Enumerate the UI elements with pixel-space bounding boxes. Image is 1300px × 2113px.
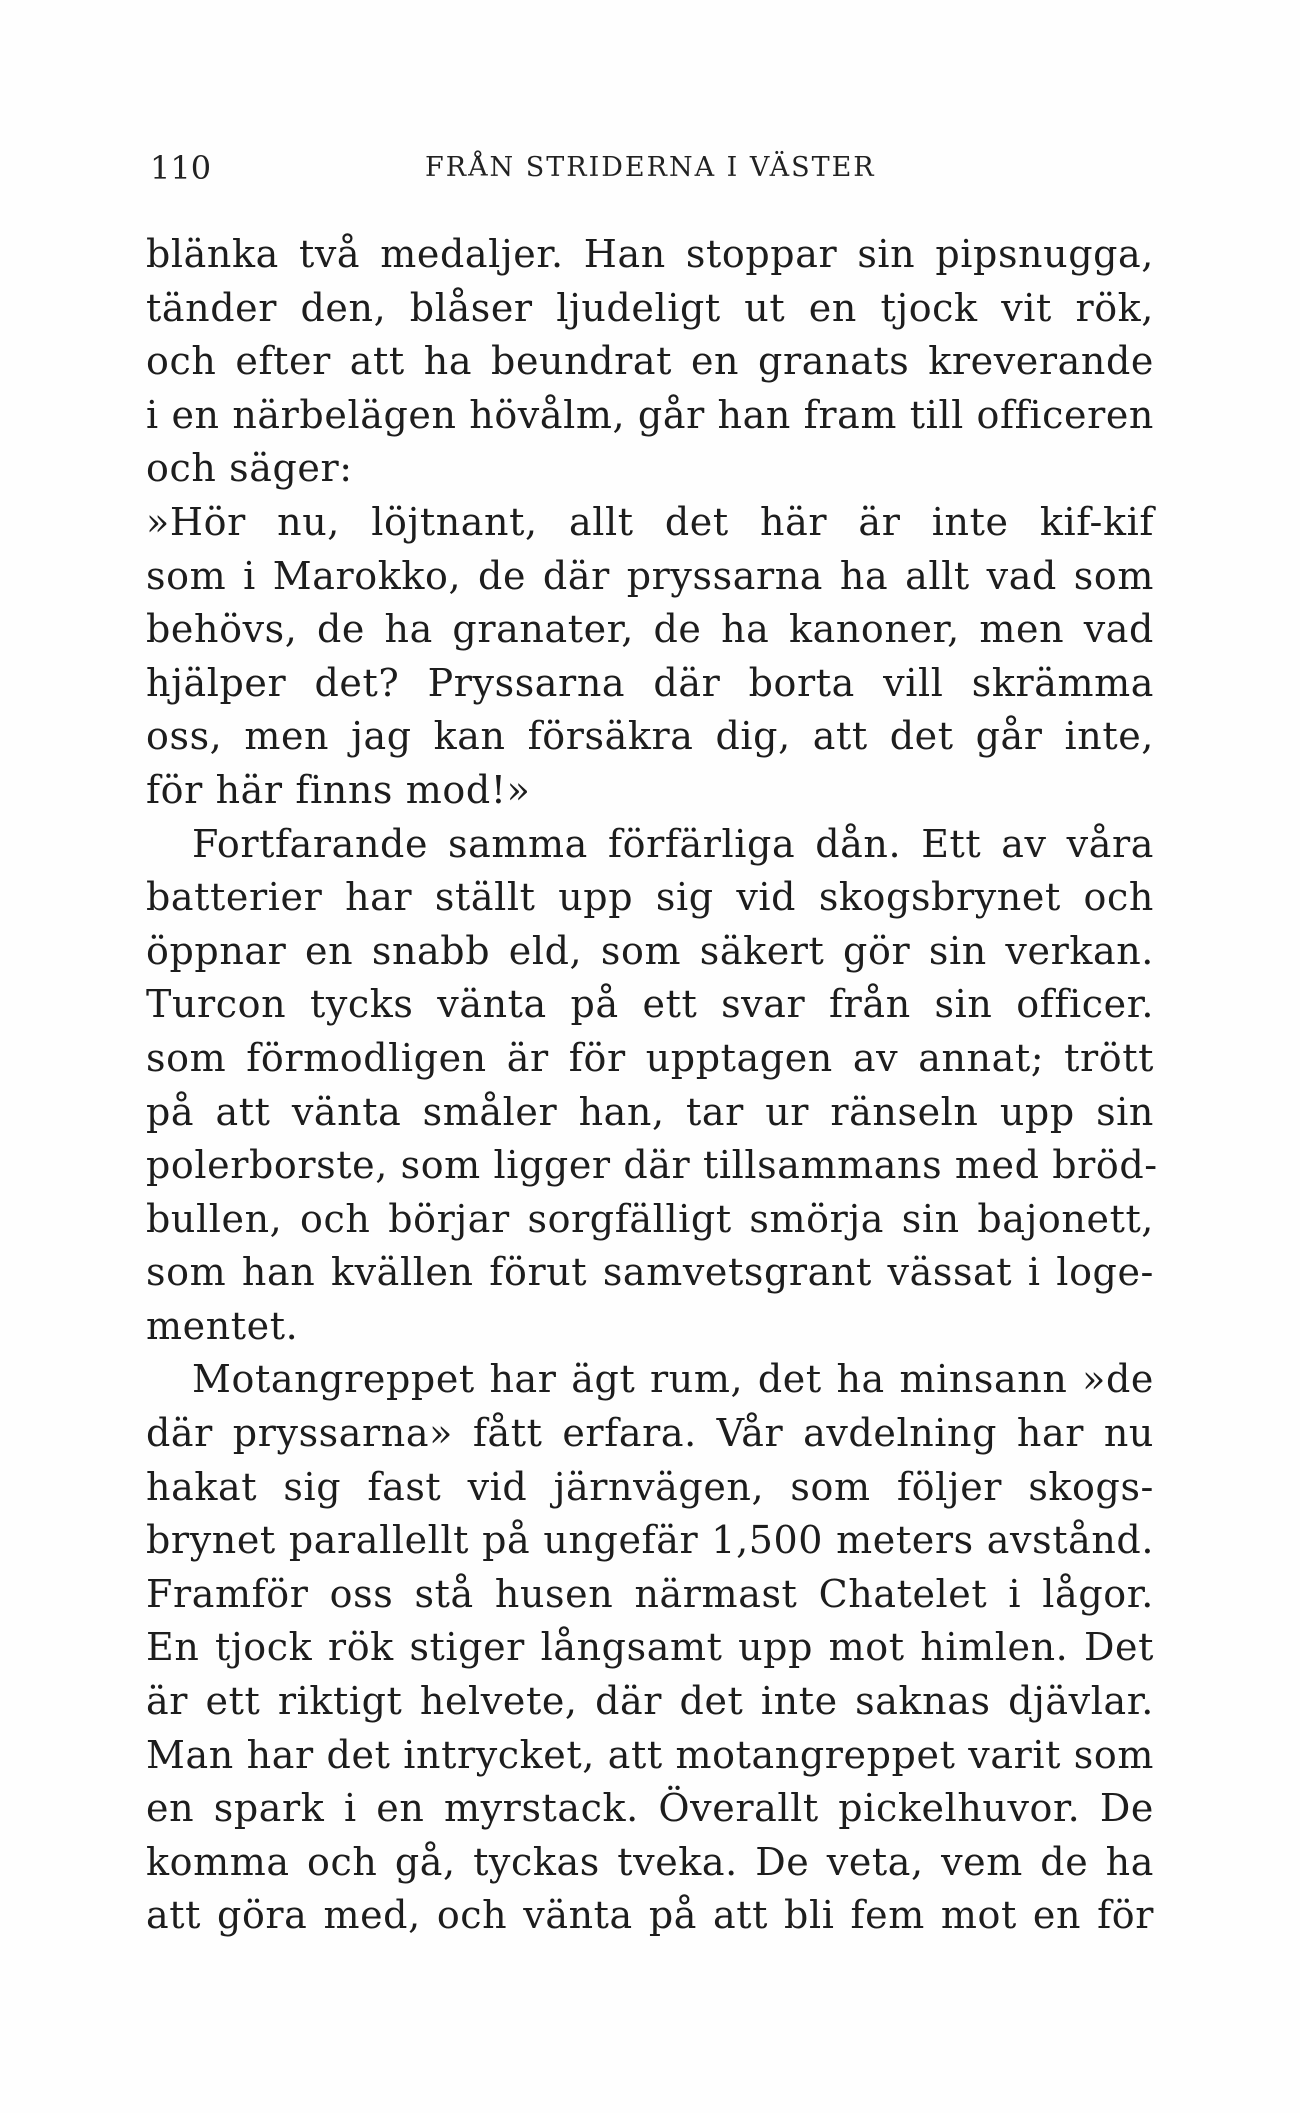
page-number: 110 (150, 149, 212, 187)
text-line: behövs, de ha granater, de ha kanoner, men vad (146, 607, 1154, 652)
text-line: En tjock rök stiger långsamt upp mot himlen. Det (146, 1625, 1154, 1670)
text-line: oss, men jag kan försäkra dig, att det går inte, (146, 714, 1154, 759)
text-line: Turcon tycks vänta på ett svar från sin officer. (146, 982, 1154, 1027)
text-line: i en närbelägen hövålm, går han fram till officeren (146, 392, 1154, 437)
running-head: FRÅN STRIDERNA I VÄSTER (425, 152, 876, 183)
text-line: brynet parallellt på ungefär 1,500 meters avstånd. (146, 1518, 1154, 1563)
text-line: och efter att ha beundrat en granats kreverande (146, 339, 1154, 384)
text-line: »Hör nu, löjtnant, allt det här är inte kif-kif (146, 499, 1154, 544)
text-line: att göra med, och vänta på att bli fem mot en för (146, 1893, 1154, 1938)
text-line: där pryssarna» fått erfara. Vår avdelning har nu (146, 1411, 1154, 1456)
text-line: komma och gå, tyckas tveka. De veta, vem de ha (146, 1839, 1154, 1884)
page-header (150, 148, 1150, 188)
text-line: Fortfarande samma förfärliga dån. Ett av våra (192, 821, 1154, 866)
text-line: batterier har ställt upp sig vid skogsbrynet och (146, 875, 1154, 920)
text-line: som i Marokko, de där pryssarna ha allt vad som (146, 553, 1154, 598)
text-line: en spark i en myrstack. Överallt pickelhuvor. De (146, 1786, 1154, 1831)
text-line: för här finns mod!» (146, 767, 531, 812)
text-line: hjälper det? Pryssarna där borta vill skrämma (146, 660, 1154, 705)
text-line: blänka två medaljer. Han stoppar sin pipsnugga, (146, 232, 1154, 276)
text-line: är ett riktigt helvete, där det inte saknas djävlar. (146, 1679, 1154, 1724)
body-text (146, 228, 1158, 1943)
text-line: Framför oss stå husen närmast Chatelet i lågor. (146, 1571, 1154, 1616)
text-line: polerborste, som ligger där tillsammans med bröd- (146, 1143, 1158, 1188)
text-line: tänder den, blåser ljudeligt ut en tjock vit rök, (146, 285, 1154, 330)
text-line: som förmodligen är för upptagen av annat; trött (146, 1035, 1154, 1080)
text-line: bullen, och börjar sorgfälligt smörja sin bajonett, (146, 1196, 1154, 1241)
text-line: på att vänta småler han, tar ur ränseln upp sin (146, 1089, 1154, 1134)
text-line: Motangreppet har ägt rum, det ha minsann »de (192, 1357, 1154, 1402)
text-line: mentet. (146, 1303, 299, 1348)
text-line: och säger: (146, 446, 353, 491)
text-line: Man har det intrycket, att motangreppet varit som (146, 1732, 1154, 1777)
text-line: öppnar en snabb eld, som säkert gör sin verkan. (146, 928, 1154, 973)
text-line: hakat sig fast vid järnvägen, som följer skogs- (146, 1464, 1154, 1509)
text-line: som han kvällen förut samvetsgrant vässat i loge- (146, 1250, 1154, 1295)
